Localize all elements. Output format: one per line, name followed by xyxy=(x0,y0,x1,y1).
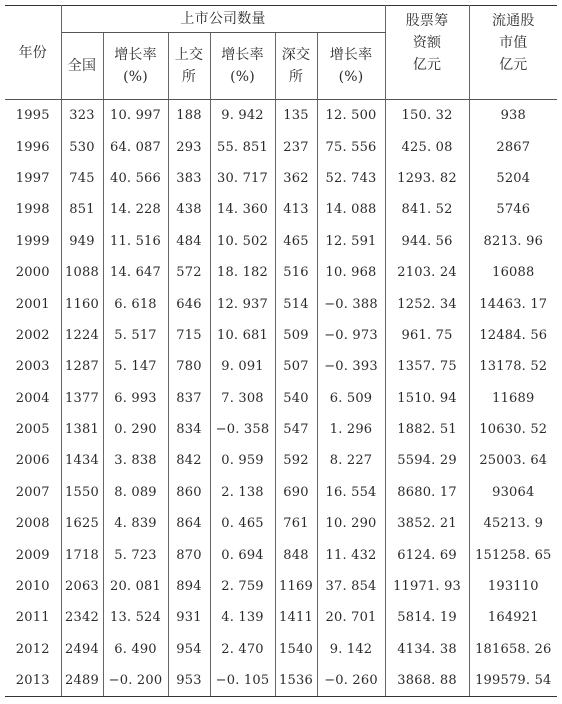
market-value-cell: 193110 xyxy=(487,579,539,595)
year-cell: 2008 xyxy=(5,508,61,539)
table-row xyxy=(5,131,557,162)
market-value-cell: 14463. 17 xyxy=(479,296,548,312)
shanghai-growth-cell: 4. 139 xyxy=(210,602,275,633)
national-growth-line-1: 增长率 xyxy=(114,47,157,63)
national-growth-cell: 64. 087 xyxy=(103,131,168,162)
shanghai-growth-cell: 2. 138 xyxy=(210,477,275,508)
table-row xyxy=(5,602,557,633)
market-value-cell: 10630. 52 xyxy=(479,422,548,438)
year-cell: 1996 xyxy=(5,131,61,162)
shenzhen-cell: 509 xyxy=(275,320,317,351)
raised-capital-cell: 2103. 24 xyxy=(385,257,469,288)
table-row xyxy=(5,634,557,665)
shanghai-growth-cell: 9. 091 xyxy=(210,351,275,382)
shenzhen-header xyxy=(275,33,317,100)
market-value-cell: 151258. 65 xyxy=(475,547,552,563)
market-value-cell: 199579. 54 xyxy=(469,665,557,697)
shanghai-growth-cell: 10. 502 xyxy=(210,226,275,257)
table-row xyxy=(5,539,557,570)
shenzhen-growth-line-1: 增长率 xyxy=(329,47,373,63)
listed-companies-table xyxy=(5,5,557,697)
national-growth-cell: 4. 839 xyxy=(103,508,168,539)
table-row xyxy=(5,665,557,697)
national-growth-cell: 5. 517 xyxy=(103,320,168,351)
year-cell: 2006 xyxy=(5,445,61,476)
shenzhen-growth-header xyxy=(317,33,385,100)
shanghai-cell: 438 xyxy=(168,194,210,225)
shanghai-growth-cell: 2. 759 xyxy=(210,571,275,602)
market-value-header xyxy=(469,6,557,100)
national-cell: 949 xyxy=(61,226,103,257)
shanghai-growth-cell: 0. 694 xyxy=(210,539,275,570)
shanghai-growth-cell: −0. 358 xyxy=(210,414,275,445)
shanghai-line-1: 上交 xyxy=(174,47,204,63)
raised-capital-cell: 1882. 51 xyxy=(385,414,469,445)
year-cell: 2007 xyxy=(5,477,61,508)
year-header xyxy=(5,6,61,100)
shanghai-growth-cell: 14. 360 xyxy=(210,194,275,225)
shenzhen-cell: 848 xyxy=(275,539,317,570)
national-growth-cell: 5. 723 xyxy=(103,539,168,570)
raised-capital-cell: 4134. 38 xyxy=(385,634,469,665)
national-growth-header xyxy=(103,33,168,100)
national-growth-cell: 20. 081 xyxy=(103,571,168,602)
shanghai-growth-cell: 0. 959 xyxy=(210,445,275,476)
national-cell: 530 xyxy=(61,131,103,162)
shenzhen-growth-cell: −0. 388 xyxy=(317,288,385,319)
shenzhen-growth-cell: 52. 743 xyxy=(317,163,385,194)
year-cell: 1997 xyxy=(5,163,61,194)
listed-count-group-header xyxy=(61,6,385,33)
shanghai-cell: 484 xyxy=(168,226,210,257)
shanghai-growth-cell: 9. 942 xyxy=(210,100,275,132)
shenzhen-growth-cell: 12. 500 xyxy=(317,100,385,132)
shanghai-cell: 894 xyxy=(168,571,210,602)
market-value-cell: 5746 xyxy=(496,202,531,218)
shenzhen-cell: 135 xyxy=(275,100,317,132)
market-value-cell: 13178. 52 xyxy=(479,359,548,375)
year-cell: 2005 xyxy=(5,414,61,445)
shenzhen-cell: 761 xyxy=(275,508,317,539)
shanghai-cell: 837 xyxy=(168,383,210,414)
shenzhen-growth-cell: −0. 260 xyxy=(317,665,385,697)
year-cell: 2001 xyxy=(5,288,61,319)
market-value-cell: 45213. 9 xyxy=(483,516,544,532)
raised-capital-line-1: 股票筹 xyxy=(405,13,449,29)
shenzhen-cell: 540 xyxy=(275,383,317,414)
shenzhen-growth-cell: 6. 509 xyxy=(317,383,385,414)
shenzhen-cell: 516 xyxy=(275,257,317,288)
year-cell: 1995 xyxy=(5,100,61,132)
raised-capital-cell: 944. 56 xyxy=(385,226,469,257)
market-value-cell: 2867 xyxy=(496,139,531,155)
national-growth-line-2: (%) xyxy=(123,69,148,85)
national-cell: 1287 xyxy=(61,351,103,382)
shanghai-growth-cell: 12. 937 xyxy=(210,288,275,319)
shenzhen-growth-cell: 10. 290 xyxy=(317,508,385,539)
table-row xyxy=(5,100,557,132)
table-header xyxy=(5,6,557,100)
raised-capital-cell: 6124. 69 xyxy=(385,539,469,570)
national-growth-cell: 40. 566 xyxy=(103,163,168,194)
national-cell: 1088 xyxy=(61,257,103,288)
shanghai-cell: 646 xyxy=(168,288,210,319)
shenzhen-growth-cell: 16. 554 xyxy=(317,477,385,508)
shanghai-growth-cell: 18. 182 xyxy=(210,257,275,288)
national-growth-cell: 6. 993 xyxy=(103,383,168,414)
raised-capital-cell: 3868. 88 xyxy=(385,665,469,697)
table-row xyxy=(5,508,557,539)
listed-count-group-label: 上市公司数量 xyxy=(180,11,266,27)
raised-capital-cell: 8680. 17 xyxy=(385,477,469,508)
market-value-line-2: 市值 xyxy=(499,35,528,51)
market-value-cell: 93064 xyxy=(492,484,535,500)
table-row xyxy=(5,445,557,476)
shenzhen-growth-cell: −0. 393 xyxy=(317,351,385,382)
shanghai-growth-cell: 55. 851 xyxy=(210,131,275,162)
table-row xyxy=(5,163,557,194)
raised-capital-cell: 11971. 93 xyxy=(385,571,469,602)
shenzhen-cell: 362 xyxy=(275,163,317,194)
shanghai-growth-cell: 7. 308 xyxy=(210,383,275,414)
shenzhen-growth-line-2: (%) xyxy=(338,69,364,85)
national-growth-cell: 0. 290 xyxy=(103,414,168,445)
shenzhen-growth-cell: 14. 088 xyxy=(317,194,385,225)
shenzhen-growth-cell: 10. 968 xyxy=(317,257,385,288)
national-growth-cell: 6. 618 xyxy=(103,288,168,319)
shanghai-cell: 383 xyxy=(168,163,210,194)
shenzhen-growth-cell: 37. 854 xyxy=(317,571,385,602)
national-cell: 1718 xyxy=(61,539,103,570)
shanghai-cell: 870 xyxy=(168,539,210,570)
national-growth-cell: 13. 524 xyxy=(103,602,168,633)
shenzhen-growth-cell: 9. 142 xyxy=(317,634,385,665)
shanghai-growth-line-2: (%) xyxy=(230,69,255,85)
market-value-cell: 938 xyxy=(500,108,526,124)
shanghai-cell: 293 xyxy=(168,131,210,162)
shenzhen-cell: 507 xyxy=(275,351,317,382)
shanghai-cell: 953 xyxy=(168,665,210,697)
shanghai-growth-line-1: 增长率 xyxy=(221,47,264,63)
shanghai-line-2: 所 xyxy=(181,69,197,85)
market-value-cell: 8213. 96 xyxy=(483,233,544,249)
shanghai-growth-cell: −0. 105 xyxy=(210,665,275,697)
shanghai-growth-cell: 0. 465 xyxy=(210,508,275,539)
table-row xyxy=(5,477,557,508)
market-value-cell: 25003. 64 xyxy=(479,453,548,469)
market-value-cell: 11689 xyxy=(492,390,535,406)
shanghai-growth-cell: 30. 717 xyxy=(210,163,275,194)
raised-capital-cell: 1293. 82 xyxy=(385,163,469,194)
national-cell: 1160 xyxy=(61,288,103,319)
raised-capital-cell: 3852. 21 xyxy=(385,508,469,539)
national-growth-cell: −0. 200 xyxy=(103,665,168,697)
year-cell: 2013 xyxy=(5,665,61,697)
national-cell: 1434 xyxy=(61,445,103,476)
shanghai-growth-cell: 2. 470 xyxy=(210,634,275,665)
raised-capital-cell: 1252. 34 xyxy=(385,288,469,319)
table-row xyxy=(5,571,557,602)
raised-capital-cell: 1357. 75 xyxy=(385,351,469,382)
shenzhen-growth-cell: 12. 591 xyxy=(317,226,385,257)
market-value-cell: 164921 xyxy=(487,610,539,626)
shenzhen-growth-cell: −0. 973 xyxy=(317,320,385,351)
national-growth-cell: 11. 516 xyxy=(103,226,168,257)
table-row xyxy=(5,351,557,382)
shenzhen-cell: 547 xyxy=(275,414,317,445)
shenzhen-cell: 237 xyxy=(275,131,317,162)
year-cell: 2010 xyxy=(5,571,61,602)
shenzhen-growth-cell: 20. 701 xyxy=(317,602,385,633)
shanghai-growth-header xyxy=(210,33,275,100)
shenzhen-cell: 1411 xyxy=(275,602,317,633)
year-cell: 2012 xyxy=(5,634,61,665)
raised-capital-cell: 841. 52 xyxy=(385,194,469,225)
year-cell: 2000 xyxy=(5,257,61,288)
raised-capital-line-3: 亿元 xyxy=(412,57,442,73)
shenzhen-line-1: 深交 xyxy=(281,47,311,63)
national-cell: 1625 xyxy=(61,508,103,539)
shanghai-cell: 834 xyxy=(168,414,210,445)
shenzhen-cell: 413 xyxy=(275,194,317,225)
market-value-cell: 181658. 26 xyxy=(475,641,552,657)
national-cell: 1550 xyxy=(61,477,103,508)
national-cell: 2063 xyxy=(61,571,103,602)
shanghai-cell: 860 xyxy=(168,477,210,508)
shanghai-cell: 188 xyxy=(168,100,210,132)
shanghai-cell: 780 xyxy=(168,351,210,382)
shenzhen-growth-cell: 8. 227 xyxy=(317,445,385,476)
shanghai-cell: 931 xyxy=(168,602,210,633)
shanghai-header xyxy=(168,33,210,100)
market-value-line-1: 流通股 xyxy=(491,13,535,29)
national-growth-cell: 8. 089 xyxy=(103,477,168,508)
year-cell: 2003 xyxy=(5,351,61,382)
market-value-cell: 5204 xyxy=(496,170,531,186)
table-row xyxy=(5,320,557,351)
shanghai-cell: 864 xyxy=(168,508,210,539)
raised-capital-header xyxy=(385,6,469,100)
national-cell: 851 xyxy=(61,194,103,225)
shanghai-cell: 954 xyxy=(168,634,210,665)
shenzhen-cell: 465 xyxy=(275,226,317,257)
raised-capital-cell: 5594. 29 xyxy=(385,445,469,476)
national-header-label: 全国 xyxy=(67,58,97,74)
year-cell: 2002 xyxy=(5,320,61,351)
shanghai-growth-cell: 10. 681 xyxy=(210,320,275,351)
national-cell: 2494 xyxy=(61,634,103,665)
shanghai-cell: 715 xyxy=(168,320,210,351)
raised-capital-cell: 5814. 19 xyxy=(385,602,469,633)
year-cell: 2011 xyxy=(5,602,61,633)
table-row xyxy=(5,194,557,225)
shenzhen-growth-cell: 11. 432 xyxy=(317,539,385,570)
shenzhen-cell: 690 xyxy=(275,477,317,508)
national-header xyxy=(61,33,103,100)
shenzhen-cell: 514 xyxy=(275,288,317,319)
national-growth-cell: 10. 997 xyxy=(103,100,168,132)
raised-capital-cell: 1510. 94 xyxy=(385,383,469,414)
national-growth-cell: 14. 228 xyxy=(103,194,168,225)
market-value-cell: 12484. 56 xyxy=(479,327,548,343)
national-growth-cell: 3. 838 xyxy=(103,445,168,476)
table-row xyxy=(5,414,557,445)
shenzhen-cell: 1169 xyxy=(275,571,317,602)
market-value-line-3: 亿元 xyxy=(499,57,528,73)
national-cell: 745 xyxy=(61,163,103,194)
table-row xyxy=(5,288,557,319)
year-cell: 1998 xyxy=(5,194,61,225)
shanghai-cell: 572 xyxy=(168,257,210,288)
national-cell: 2342 xyxy=(61,602,103,633)
shenzhen-line-2: 所 xyxy=(288,69,304,85)
national-growth-cell: 6. 490 xyxy=(103,634,168,665)
shenzhen-growth-cell: 75. 556 xyxy=(317,131,385,162)
national-cell: 2489 xyxy=(61,665,103,697)
year-cell: 2004 xyxy=(5,383,61,414)
shenzhen-cell: 592 xyxy=(275,445,317,476)
year-header-label: 年份 xyxy=(18,44,47,61)
raised-capital-cell: 425. 08 xyxy=(385,131,469,162)
shenzhen-cell: 1540 xyxy=(275,634,317,665)
table-row xyxy=(5,226,557,257)
table-body xyxy=(5,100,557,697)
year-cell: 2009 xyxy=(5,539,61,570)
national-cell: 1224 xyxy=(61,320,103,351)
national-cell: 1377 xyxy=(61,383,103,414)
raised-capital-line-2: 资额 xyxy=(412,35,442,51)
national-cell: 323 xyxy=(61,100,103,132)
market-value-cell: 16088 xyxy=(492,265,535,281)
raised-capital-cell: 150. 32 xyxy=(385,100,469,132)
year-cell: 1999 xyxy=(5,226,61,257)
national-cell: 1381 xyxy=(61,414,103,445)
table-row xyxy=(5,257,557,288)
raised-capital-cell: 961. 75 xyxy=(385,320,469,351)
shenzhen-cell: 1536 xyxy=(275,665,317,697)
national-growth-cell: 5. 147 xyxy=(103,351,168,382)
shanghai-cell: 842 xyxy=(168,445,210,476)
table-row xyxy=(5,383,557,414)
shenzhen-growth-cell: 1. 296 xyxy=(317,414,385,445)
national-growth-cell: 14. 647 xyxy=(103,257,168,288)
